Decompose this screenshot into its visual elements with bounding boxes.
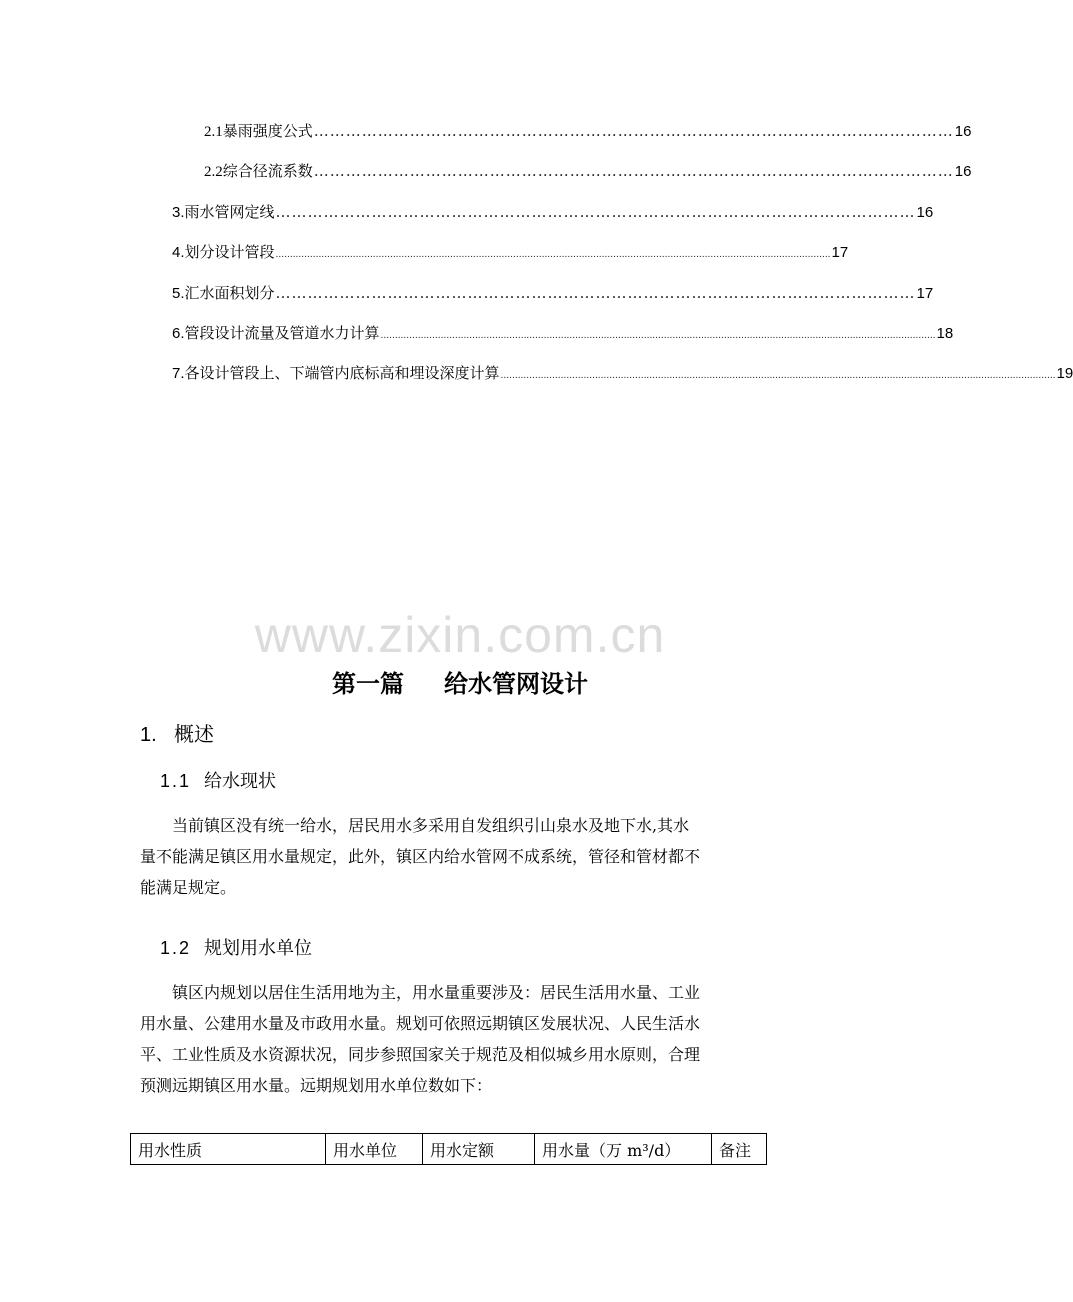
- subsection-heading: [160, 934, 312, 960]
- section-title: 概述: [174, 722, 214, 746]
- toc-leader: …………………………………………………………………………………………………………: [313, 122, 954, 140]
- toc-entry[interactable]: [204, 160, 972, 183]
- table-header-cell: 用水量（万 m³/d）: [535, 1134, 712, 1165]
- toc-title: 暴雨强度公式: [222, 122, 313, 140]
- toc-title: 汇水面积划分: [184, 284, 275, 302]
- toc-leader: …………………………………………………………………………………………………………: [275, 203, 916, 221]
- toc-leader: ..................................................................................................................................................................................................: [275, 250, 831, 260]
- toc-entry[interactable]: [172, 201, 934, 224]
- toc-page-number: 16: [916, 204, 934, 221]
- toc-leader: …………………………………………………………………………………………………………: [275, 284, 916, 302]
- toc-title: 划分设计管段: [184, 243, 275, 261]
- paragraph-line: 预测远期镇区用水量。远期规划用水单位数如下：: [140, 1076, 493, 1095]
- paragraph-line: 平、工业性质及水资源状况，同步参照国家关于规范及相似城乡用水原则，合理: [140, 1045, 701, 1064]
- toc-number: 6.: [172, 325, 185, 342]
- part-heading: 给水管网设计: [444, 670, 588, 698]
- part-label: 第一篇: [332, 670, 404, 698]
- toc-number: 5.: [172, 285, 185, 302]
- toc-number: 7.: [172, 365, 185, 382]
- table-header-cell: 用水性质: [131, 1134, 326, 1165]
- table-header-cell: 用水单位: [326, 1134, 423, 1165]
- toc-leader: ..................................................................................................................................................................................................: [500, 371, 1056, 381]
- toc-number: 2.2: [204, 164, 223, 180]
- watermark: www.zixin.com.cn: [254, 607, 666, 663]
- subsection-number: 1.2: [160, 938, 192, 958]
- paragraph-line: 用水量、公建用水量及市政用水量。规划可依照远期镇区发展状况、人民生活水: [140, 1014, 701, 1033]
- toc-entry[interactable]: [204, 120, 972, 143]
- toc-page-number: 16: [954, 163, 972, 180]
- paragraph-line: 镇区内规划以居住生活用地为主，用水量重要涉及：居民生活用水量、工业: [172, 983, 701, 1002]
- paragraph-water-supply-status: [140, 810, 782, 903]
- toc-leader: ..................................................................................................................................................................................................: [380, 331, 936, 341]
- water-usage-table: [130, 1133, 767, 1165]
- toc-title: 管段设计流量及管道水力计算: [184, 324, 380, 342]
- toc-title: 各设计管段上、下端管内底标高和埋设深度计算: [184, 364, 500, 382]
- toc-title: 雨水管网定线: [184, 203, 275, 221]
- paragraph-line: 能满足规定。: [140, 878, 237, 897]
- table-header-cell: 用水定额: [423, 1134, 535, 1165]
- toc-page-number: 17: [831, 244, 849, 261]
- toc-page-number: 17: [916, 285, 934, 302]
- paragraph-line: 当前镇区没有统一给水，居民用水多采用自发组织引山泉水及地下水,其水: [172, 816, 690, 835]
- toc-entry[interactable]: [172, 362, 1073, 387]
- subsection-title: 给水现状: [204, 771, 276, 792]
- table-header-cell: 备注: [712, 1134, 767, 1165]
- section-heading: [140, 718, 214, 747]
- toc-leader: …………………………………………………………………………………………………………: [313, 162, 954, 180]
- toc-number: 2.1: [204, 124, 223, 140]
- part-title: [0, 664, 920, 699]
- section-number: 1.: [140, 724, 157, 746]
- subsection-number: 1.1: [160, 771, 192, 791]
- subsection-heading: [160, 767, 276, 793]
- toc-number: 3.: [172, 204, 185, 221]
- subsection-title: 规划用水单位: [204, 938, 312, 959]
- toc-entry[interactable]: [172, 322, 954, 347]
- paragraph-line: 量不能满足镇区用水量规定，此外，镇区内给水管网不成系统，管径和管材都不: [140, 847, 701, 866]
- toc-page-number: 16: [954, 123, 972, 140]
- toc-page-number: 18: [936, 325, 954, 342]
- toc-number: 4.: [172, 244, 185, 261]
- toc-entry[interactable]: [172, 241, 849, 266]
- paragraph-planned-water-units: [140, 977, 782, 1101]
- toc-entry[interactable]: [172, 282, 934, 305]
- toc-title: 综合径流系数: [222, 162, 313, 180]
- table-header-row: [131, 1134, 767, 1165]
- toc-page-number: 19: [1056, 365, 1073, 382]
